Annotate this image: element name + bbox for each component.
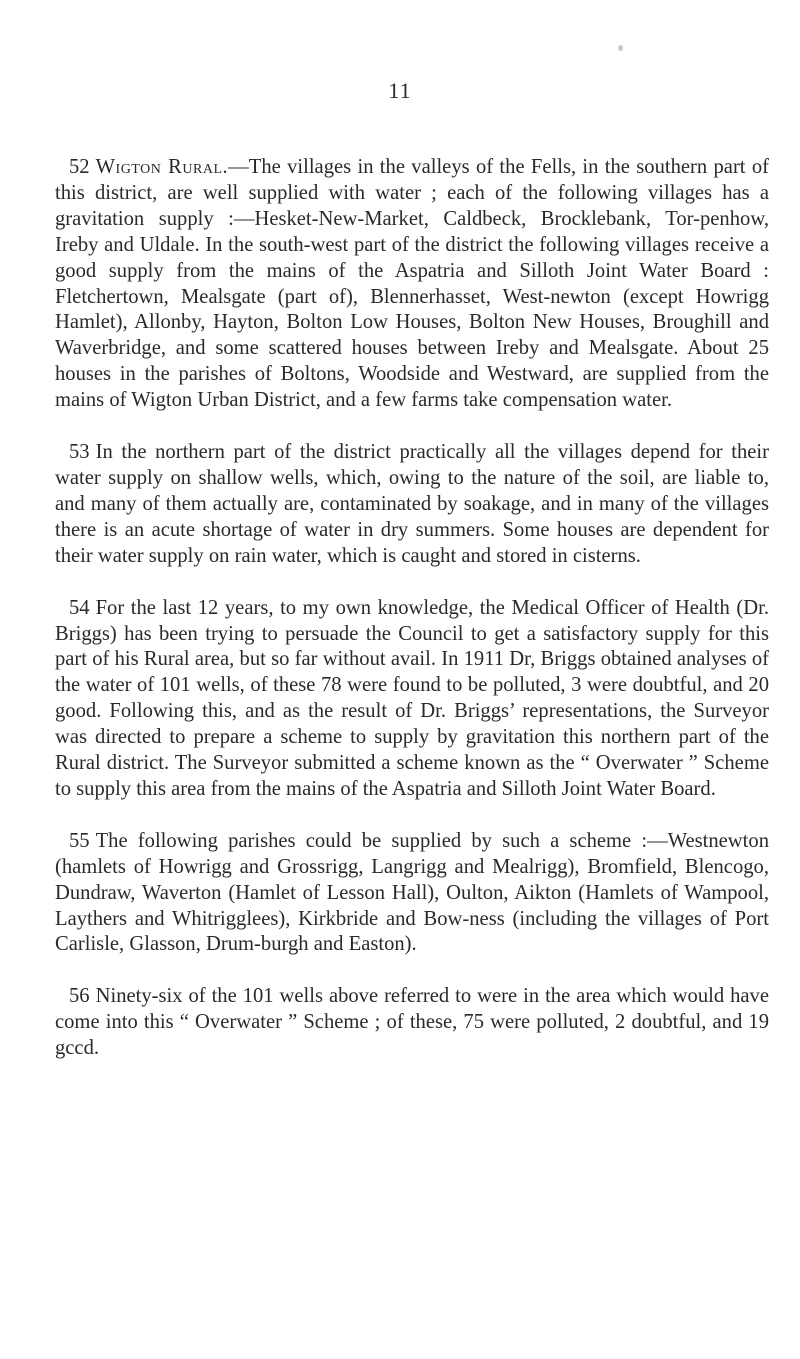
paragraph-text: The following parishes could be supplied by such a scheme :—Westnewton (hamlets of Howrigg and Grossrigg, Langrigg and Mealrigg), Bromfield, Blencogo, Dundraw, Waverton (Hamlet of Lesson Hall), Oulton, Aikton (Hamlets of Wampool, Laythers and Whitrigglees), Kirkbride and Bow-ness (including the villages of Port Carlisle, Glasson, Drum-burgh and Easton).: [55, 829, 769, 956]
body-text: [55, 155, 769, 1088]
paragraph-55: [55, 829, 769, 959]
paragraph-number: 55: [69, 829, 90, 852]
paragraph-text: —The villages in the valleys of the Fells, in the southern part of this district, are well supplied with water ; each of the following villages has a gravitation supply :—Hesket-New-Market, Caldbeck, Brocklebank, Tor-penhow, Ireby and Uldale. In the south-west part of the district the following villages receive a good supply from the mains of the Aspatria and Silloth Joint Water Board : Fletchertown, Mealsgate (part of), Blennerhasset, West-newton (except Howrigg Hamlet), Allonby, Hayton, Bolton Low Houses, Bolton New Houses, Broughill and Waverbridge, and some scattered houses between Ireby and Mealsgate. About 25 houses in the parishes of Boltons, Woodside and Westward, are supplied from the mains of Wigton Urban District, and a few farms take compensation water.: [55, 156, 770, 412]
paragraph-text: For the last 12 years, to my own knowledge, the Medical Officer of Health (Dr. Briggs) has been trying to persuade the Council to get a satisfactory supply for this part of his Rural area, but so far without avail. In 1911 Dr, Briggs obtained analyses of the water of 101 wells, of these 78 were found to be polluted, 3 were doubtful, and 20 good. Following this, and as the result of Dr. Briggs’ representations, the Surveyor was directed to prepare a scheme to supply by gravitation this northern part of the Rural district. The Surveyor submitted a scheme known as the “ Overwater ” Scheme to supply this area from the mains of the Aspatria and Silloth Joint Water Board.: [55, 596, 769, 800]
paragraph-56: [55, 984, 769, 1062]
paragraph-text: In the northern part of the district practically all the villages depend for their water supply on shallow wells, which, owing to the nature of the soil, are liable to, and many of them actually are, contaminated by soakage, and in many of the villages there is an acute shortage of water in dry summers. Some houses are dependent for their water supply on rain water, which is caught and stored in cisterns.: [55, 441, 769, 567]
page-number: 11: [388, 78, 412, 103]
paragraph-text: Ninety-six of the 101 wells above referred to were in the area which would have come into this “ Overwater ” Scheme ; of these, 75 were polluted, 2 doubtful, and 19 gccd.: [55, 985, 769, 1060]
paragraph-number: 53: [69, 441, 90, 464]
paragraph-54: [55, 596, 769, 803]
paper-speck: [618, 45, 623, 51]
paragraph-number: 52: [69, 156, 90, 178]
paragraph-number: 56: [69, 985, 90, 1008]
paragraph-53: [55, 440, 769, 570]
paragraph-52: [55, 155, 769, 414]
section-heading: Wigton Rural.: [95, 156, 229, 178]
paragraph-number: 54: [69, 596, 90, 619]
